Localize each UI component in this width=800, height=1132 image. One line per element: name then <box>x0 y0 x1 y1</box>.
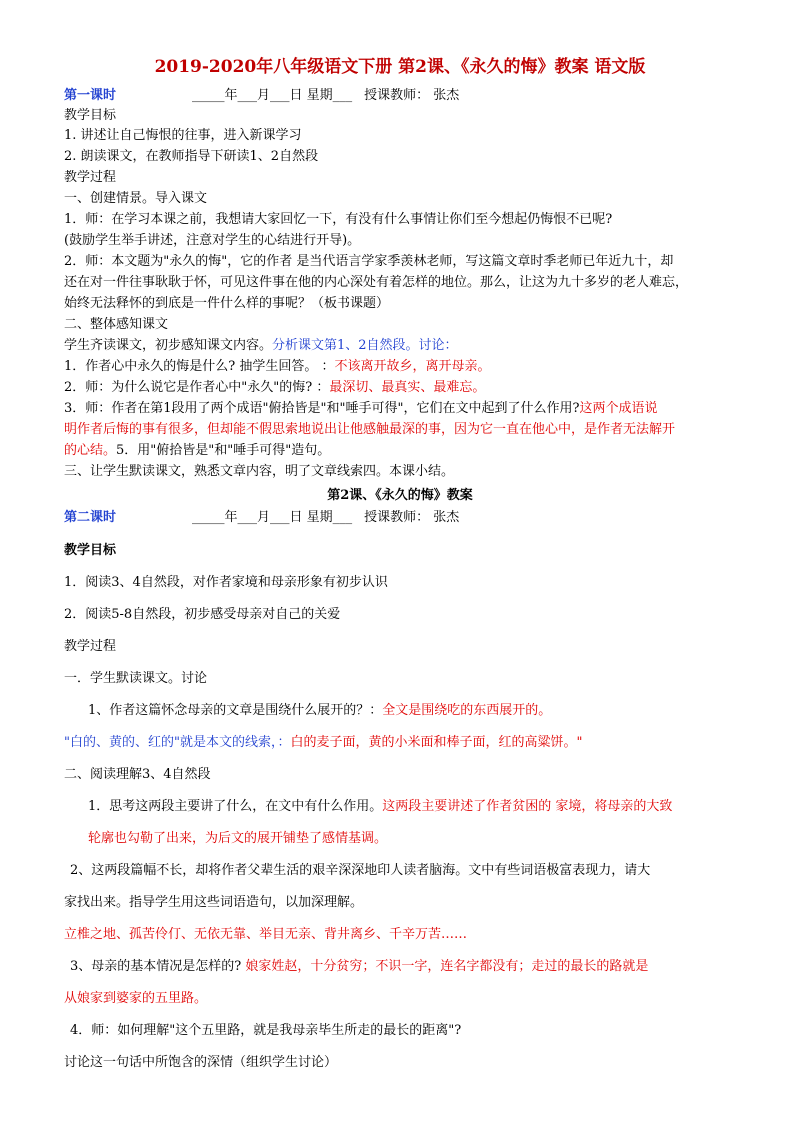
lesson1-question-1-text: 1．作者心中永久的悔是什么? 抽学生回答。 ： <box>64 359 335 374</box>
lesson2-section2-word-list: 立椎之地、孤苦伶仃、无依无靠、举目无亲、背井离乡、千辛万苦…… <box>64 927 468 942</box>
lesson2-section2-question-3-answer-end: 从娘家到婆家的五里路。 <box>64 991 208 1006</box>
lesson2-section2-question-3-text: 3、母亲的基本情况是怎样的? <box>70 959 246 974</box>
lesson2-section2-question-1-answer-end: 轮廓也勾勒了出来，为后文的展开铺垫了感情基调。 <box>88 831 388 846</box>
lesson1-process-heading: 教学过程 <box>64 170 117 185</box>
lesson2-section2-question-1-text: 1．思考这两段主要讲了什么，在文中有什么作用。 <box>88 799 383 814</box>
lesson1-section3: 三、让学生默读课文，熟悉文章内容，明了文章线索四。本课小结。 <box>64 464 455 479</box>
lesson2-section1-clue-text: "白的、黄的、红的"就是本文的线索，： <box>64 735 291 750</box>
lesson1-question-1-answer: 不该离开故乡，离开母亲。 <box>334 359 491 374</box>
lesson1-question-2-answer: 最深切、最真实、最难忘。 <box>329 380 486 395</box>
lesson1-section2-intro <box>64 336 740 356</box>
lesson2-section1-clue <box>64 733 740 753</box>
lesson2-section1-clue-answer: 白的麦子面，黄的小米面和棒子面，红的高粱饼。" <box>290 735 583 750</box>
lesson2-date-fields: _____年___月___日 星期___ <box>192 510 353 525</box>
lesson2-section1-heading: 一．学生默读课文。讨论 <box>64 671 208 686</box>
lesson2-objective-1: 1．阅读3、4自然段，对作者家境和母亲形象有初步认识 <box>64 575 388 590</box>
lesson2-section2-question-4: 4．师：如何理解"这个五里路，就是我母亲毕生所走的最长的距离"? <box>70 1023 462 1038</box>
lesson1-question-3-text: 3．师：作者在第1段用了两个成语"俯拾皆是"和"唾手可得"，它们在文中起到了什么作用? <box>64 401 580 416</box>
lesson1-question-3-answer-line2: 明作者后悔的事有很多，但却能不假思索地说出让他感触最深的事，因为它一直在他心中，是作者无法解开 <box>64 422 676 437</box>
lesson2-objective-2: 2．阅读5-8自然段，初步感受母亲对自己的关爱 <box>64 607 341 622</box>
lesson1-question-5: 5．用"俯拾皆是"和"唾手可得"造句。 <box>116 443 331 458</box>
document-title: 2019-2020年八年级语文下册 第2课、《永久的悔》教案 语文版 <box>154 57 646 77</box>
lesson1-section2-heading: 二、整体感知课文 <box>64 317 169 332</box>
lesson2-subtitle: 第2课、《永久的悔》教案 <box>327 488 473 503</box>
lesson1-question-3-line3 <box>64 441 740 461</box>
lesson1-section2-intro-highlight: 分析课文第1、2自然段。讨论： <box>272 338 458 353</box>
lesson2-header <box>64 508 740 528</box>
lesson1-section1-heading: 一、创建情景。导入课文 <box>64 191 208 206</box>
lesson1-objective-2: 2. 朗读课文，在教师指导下研读1、2自然段 <box>64 149 319 164</box>
lesson1-teacher: 授课教师： 张杰 <box>364 88 460 103</box>
lesson1-label: 第一课时 <box>64 88 117 103</box>
lesson1-question-3-answer-end: 的心结。 <box>64 443 117 458</box>
lesson2-objectives-heading: 教学目标 <box>64 543 117 558</box>
lesson2-section2-question-2-line1: 2、这两段篇幅不长，却将作者父辈生活的艰辛深深地印人读者脑海。文中有些词语极富表现力，请大 <box>70 863 651 878</box>
lesson2-section2-question-3-answer-start: 娘家姓赵，十分贫穷；不识一字，连名字都没有；走过的最长的路就是 <box>245 959 649 974</box>
lesson2-section2-question-1-line1 <box>88 797 740 817</box>
lesson1-section2-intro-text: 学生齐读课文，初步感知课文内容。 <box>64 338 273 353</box>
lesson1-question-3-answer-start: 这两个成语说 <box>579 401 658 416</box>
lesson2-section2-question-2-line2: 家找出来。指导学生用这些词语造句，以加深理解。 <box>64 895 364 910</box>
lesson2-section2-question-3-line1 <box>70 957 740 977</box>
lesson1-section1-paragraph3-line2: 还在对一件往事耿耿于怀，可见这件事在他的内心深处有着怎样的地位。那么，让这为九十多岁的老人难忘， <box>64 275 689 290</box>
lesson2-section2-question-1-answer-start: 这两段主要讲述了作者贫困的 家境，将母亲的大致 <box>382 799 673 814</box>
lesson2-section2-heading: 二、阅读理解3、4自然段 <box>64 767 211 782</box>
lesson1-question-2 <box>64 378 740 398</box>
lesson1-section1-paragraph3-line1: 2．师：本文题为"永久的悔"，它的作者 是当代语言学家季羡林老师，写这篇文章时季老师已年近九十，却 <box>64 254 674 269</box>
lesson2-process-heading: 教学过程 <box>64 639 117 654</box>
lesson1-question-3-line1 <box>64 399 740 419</box>
lesson1-section1-paragraph1: 1．师：在学习本课之前，我想请大家回忆一下，有没有什么事情让你们至今想起仍悔恨不已呢? <box>64 212 613 227</box>
lesson2-section2-discussion: 讨论这一句话中所饱含的深情（组织学生讨论） <box>64 1055 338 1070</box>
lesson2-label: 第二课时 <box>64 510 117 525</box>
lesson1-section1-paragraph2: (鼓励学生举手讲述，注意对学生的心结进行开导)。 <box>64 233 361 248</box>
lesson1-objectives-heading: 教学目标 <box>64 108 117 123</box>
lesson1-question-2-text: 2．师：为什么说它是作者心中"永久"的悔? ： <box>64 380 330 395</box>
lesson1-question-1 <box>64 357 740 377</box>
lesson2-section1-question-1-text: 1、作者这篇怀念母亲的文章是围绕什么展开的？： <box>88 703 383 718</box>
lesson1-section1-paragraph3-line3: 始终无法释怀的到底是一件什么样的事呢？（板书课题） <box>64 296 390 311</box>
lesson2-section1-question-1 <box>88 701 740 721</box>
lesson1-header <box>64 86 740 106</box>
lesson1-objective-1: 1. 讲述让自己悔恨的往事，进入新课学习 <box>64 128 302 143</box>
lesson2-teacher: 授课教师： 张杰 <box>364 510 460 525</box>
lesson2-section1-question-1-answer: 全文是围绕吃的东西展开的。 <box>382 703 552 718</box>
lesson1-date-fields: _____年___月___日 星期___ <box>192 88 353 103</box>
